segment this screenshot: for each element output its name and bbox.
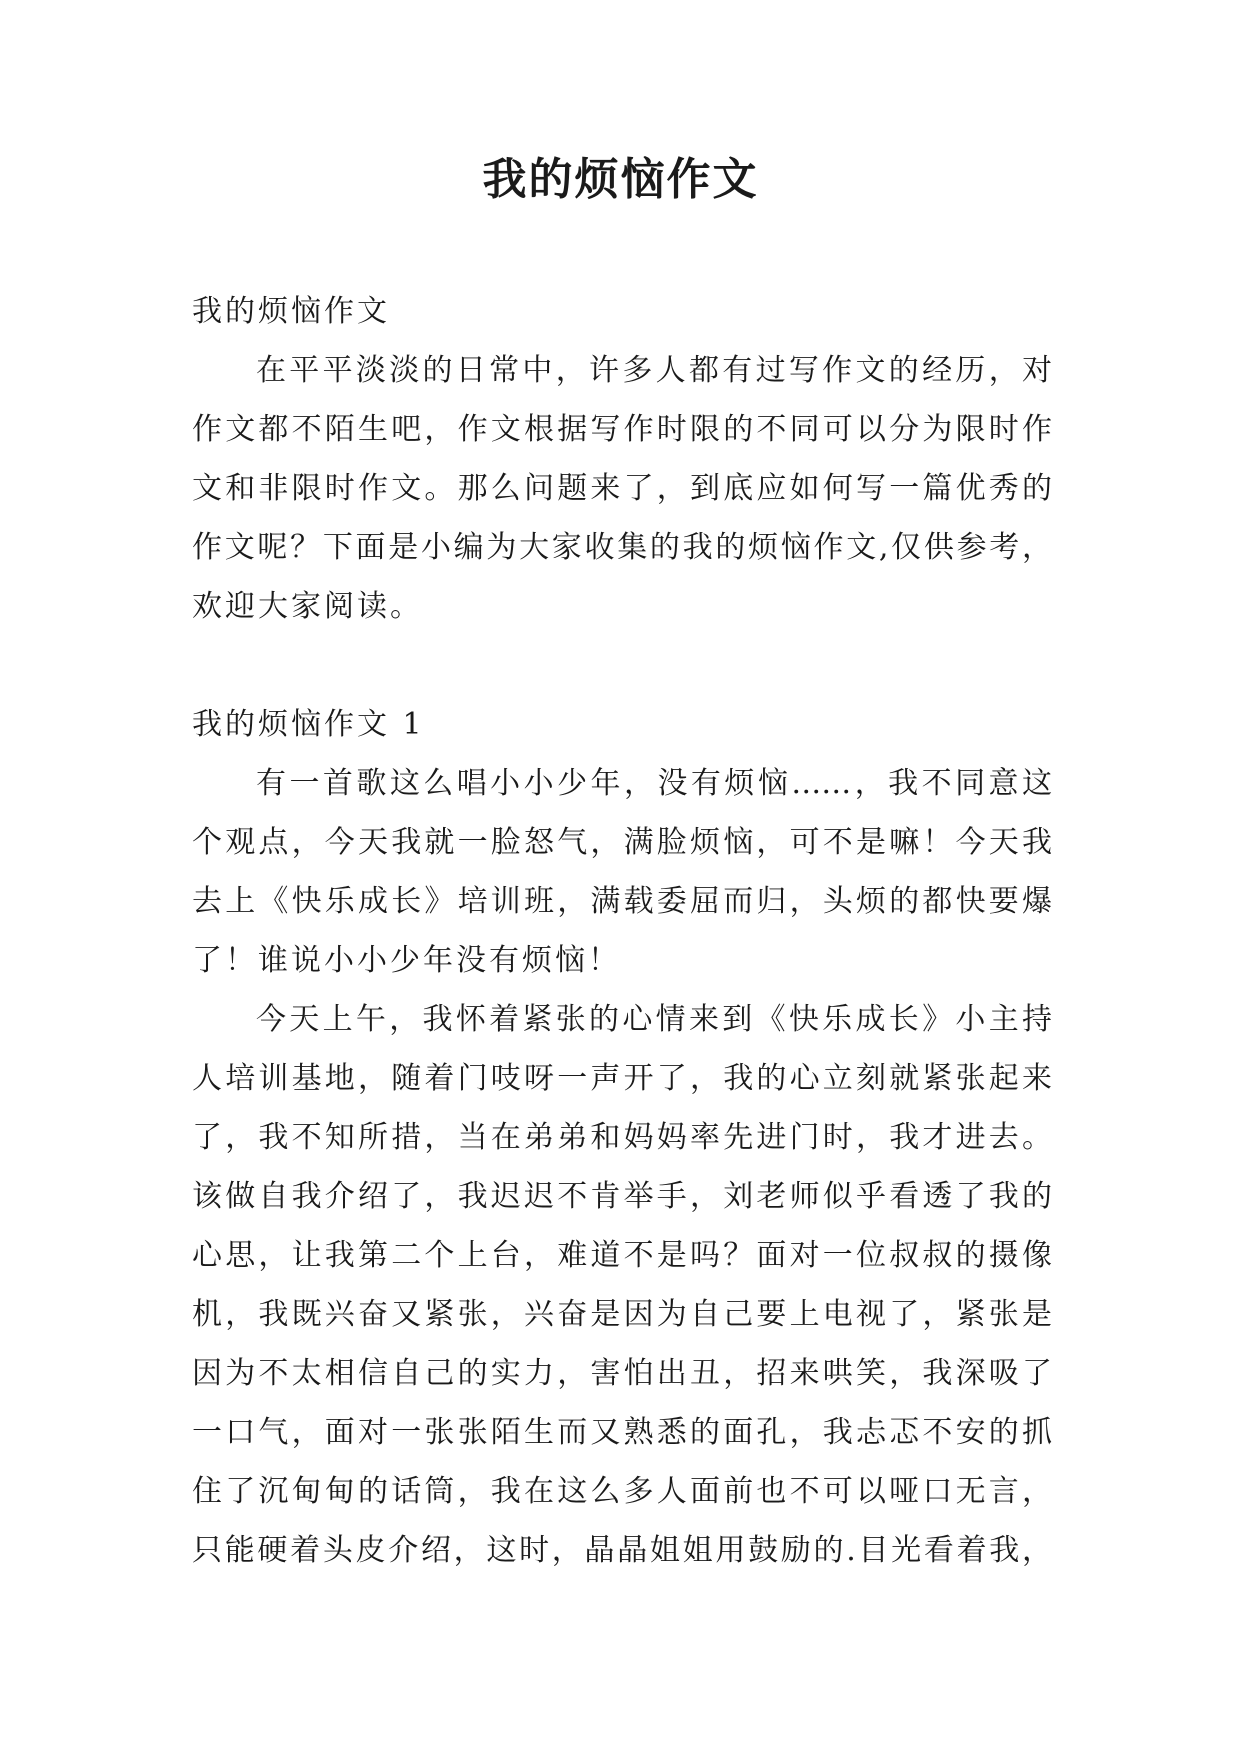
- intro-line: 在平平淡淡的日常中，许多人都有过写作文的经历，对: [256, 353, 1052, 388]
- intro-line: 作文呢？下面是小编为大家收集的我的烦恼作文,仅供参考，: [192, 530, 1052, 565]
- document-body: [192, 282, 1052, 1580]
- essay-paragraph-line: 住了沉甸甸的话筒，我在这么多人面前也不可以哑口无言，: [192, 1474, 1052, 1509]
- essay-paragraph-line: 机，我既兴奋又紧张，兴奋是因为自己要上电视了，紧张是: [192, 1297, 1052, 1332]
- essay-paragraph-line: 该做自我介绍了，我迟迟不肯举手，刘老师似乎看透了我的: [192, 1179, 1052, 1214]
- essay-paragraph-line: 个观点，今天我就一脸怒气，满脸烦恼，可不是嘛！今天我: [192, 825, 1052, 860]
- essay-paragraph-line: 今天上午，我怀着紧张的心情来到《快乐成长》小主持: [256, 1002, 1052, 1037]
- section-gap: [192, 636, 1052, 695]
- intro-heading: 我的烦恼作文: [192, 294, 390, 329]
- essay-paragraph-line: 一口气，面对一张张陌生而又熟悉的面孔，我忐忑不安的抓: [192, 1415, 1052, 1450]
- essay-paragraph-line: 有一首歌这么唱小小少年，没有烦恼……，我不同意这: [256, 766, 1052, 801]
- essay-paragraph-line: 人培训基地，随着门吱呀一声开了，我的心立刻就紧张起来: [192, 1061, 1052, 1096]
- intro-line: 欢迎大家阅读。: [192, 589, 423, 624]
- document-title: 我的烦恼作文: [482, 154, 759, 205]
- essay-paragraph-line: 因为不太相信自己的实力，害怕出丑，招来哄笑，我深吸了: [192, 1356, 1052, 1391]
- intro-line: 作文都不陌生吧，作文根据写作时限的不同可以分为限时作: [192, 412, 1052, 447]
- essay-paragraph-line: 了！谁说小小少年没有烦恼！: [192, 943, 621, 978]
- essay-paragraph-line: 心思，让我第二个上台，难道不是吗？面对一位叔叔的摄像: [192, 1238, 1052, 1273]
- essay-heading: 我的烦恼作文 1: [192, 707, 425, 742]
- essay-paragraph-line: 去上《快乐成长》培训班，满载委屈而归，头烦的都快要爆: [192, 884, 1052, 919]
- essay-paragraph-line: 只能硬着头皮介绍，这时，晶晶姐姐用鼓励的.目光看着我，: [192, 1533, 1052, 1568]
- intro-line: 文和非限时作文。那么问题来了，到底应如何写一篇优秀的: [192, 471, 1052, 506]
- essay-paragraph-line: 了，我不知所措，当在弟弟和妈妈率先进门时，我才进去。: [192, 1120, 1052, 1155]
